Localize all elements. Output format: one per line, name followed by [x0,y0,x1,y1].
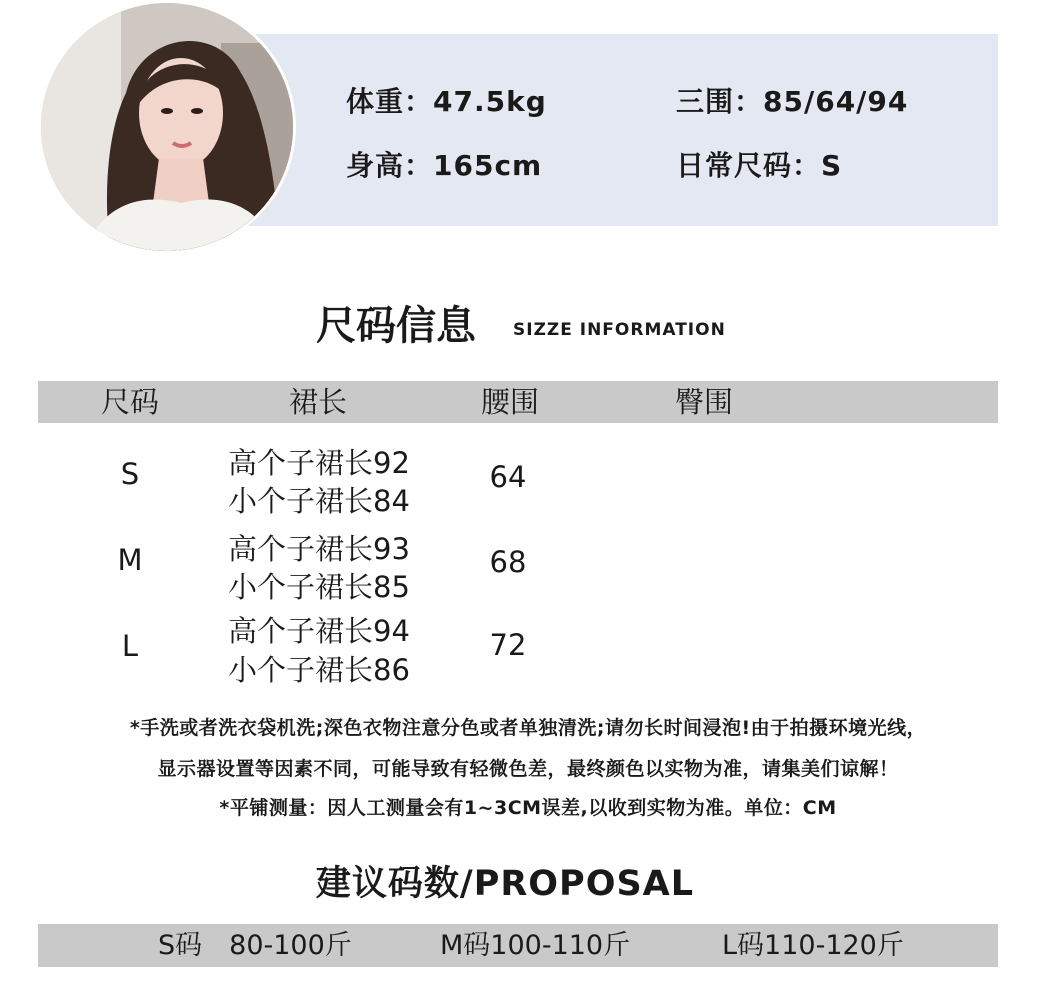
row-length-short: 小个子裙长84 [228,484,410,518]
model-info-panel [235,34,998,226]
care-note-line-1: *手洗或者洗衣袋机洗;深色衣物注意分色或者单独清洗;请勿长时间浸泡!由于拍摄环境光线， [129,717,927,739]
measurements-label: 三围： [676,85,764,118]
usual-size-value: S [821,149,843,182]
usual-size-label: 日常尺码： [676,149,822,182]
size-section-title: 尺码信息 [316,303,476,349]
proposal-title: 建议码数/PROPOSAL [315,864,695,904]
row-waist: 64 [489,460,527,494]
measurements-value: 85/64/94 [763,85,909,118]
row-size: L [121,629,139,663]
weight-info [346,80,547,120]
size-section-subtitle: SIZZE INFORMATION [513,320,726,340]
care-note-line-2: 显示器设置等因素不同，可能导致有轻微色差，最终颜色以实物为准，请集美们谅解！ [157,758,899,780]
model-photo-illustration [41,3,296,254]
usual-size-info [676,144,842,184]
weight-value: 47.5kg [433,85,547,118]
proposal-item-s: S码 80-100斤 [158,930,352,961]
weight-label: 体重： [346,85,434,118]
row-length-tall: 高个子裙长92 [228,446,410,480]
proposal-item-m: M码100-110斤 [440,930,631,961]
height-value: 165cm [433,149,543,182]
row-size: S [120,457,140,491]
header-waist: 腰围 [480,385,539,419]
header-size: 尺码 [100,385,159,419]
model-avatar [38,0,296,254]
row-length-short: 小个子裙长86 [228,653,410,687]
row-length-tall: 高个子裙长93 [228,532,410,566]
row-size: M [117,543,143,577]
measurement-note: *平铺测量：因人工测量会有1~3CM误差,以收到实物为准。单位：CM [219,797,837,819]
row-waist: 72 [489,628,527,662]
proposal-item-l: L码110-120斤 [722,930,904,961]
height-label: 身高： [346,149,434,182]
row-length-short: 小个子裙长85 [228,570,410,604]
header-length: 裙长 [288,385,347,419]
height-info [346,144,542,184]
header-hip: 臀围 [674,385,733,419]
row-length-tall: 高个子裙长94 [228,614,410,648]
size-table-header [38,381,998,423]
row-waist: 68 [489,545,527,579]
proposal-bar [38,924,998,967]
measurements-info [676,80,908,120]
